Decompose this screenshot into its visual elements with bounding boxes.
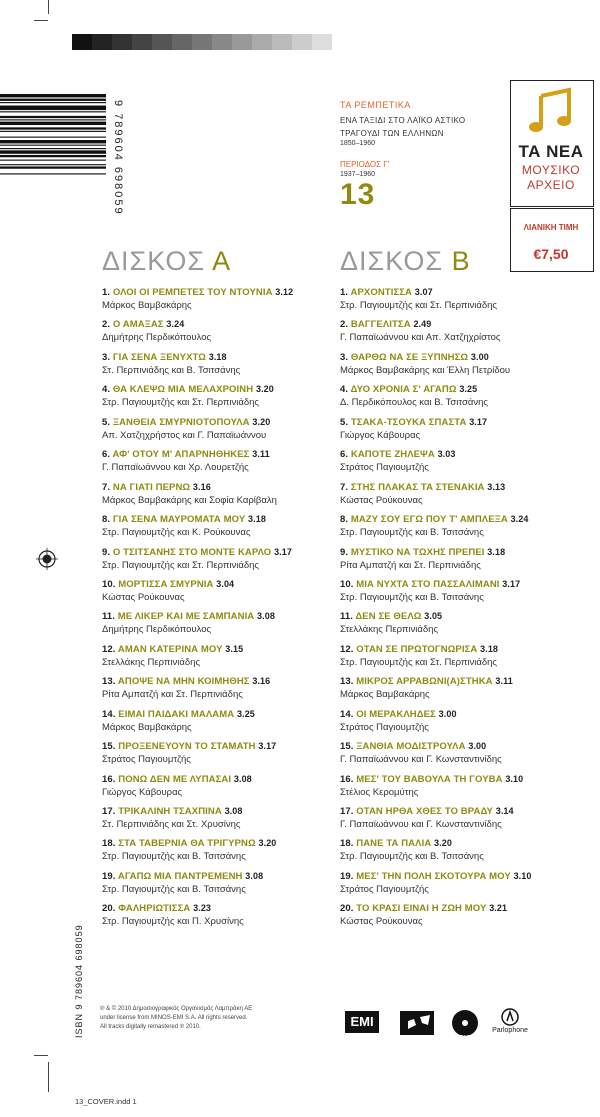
crop-mark (48, 1062, 49, 1092)
track-title-line (340, 318, 595, 331)
track-item (102, 546, 357, 578)
track-title: ΤΣΑΚΑ-ΤΣΟΥΚΑ ΣΠΑΣΤΑ (350, 416, 467, 428)
parlophone-logo: Parlophone (485, 1005, 535, 1041)
barcode-bar (0, 148, 106, 149)
track-item (340, 546, 595, 578)
track-artists: Στρ. Παγιουμτζής και Κ. Ρούκουνας (102, 527, 251, 539)
track-duration: 3.17 (274, 546, 292, 557)
track-artists: Στρ. Παγιουμτζής και Β. Τσιτσάνης (340, 851, 484, 863)
track-number: 20. (340, 903, 354, 915)
track-title-line (340, 610, 595, 623)
track-title-line (340, 351, 595, 364)
track-duration: 3.08 (245, 870, 264, 881)
disc-a-tracklist (102, 286, 357, 935)
track-item (102, 481, 357, 513)
track-artists: Στρ. Παγιουμτζής και Στ. Περπινιάδης (340, 656, 498, 668)
barcode-bar (0, 127, 106, 129)
track-artists: Στρ. Παγιουμτζής και Β. Τσιτσάνης (340, 527, 484, 539)
track-duration: 3.11 (495, 676, 513, 687)
track-title-line (102, 610, 357, 623)
odeon-logo: ODEON (448, 1005, 482, 1041)
track-title-line (340, 416, 595, 429)
his-masters-voice-logo (398, 1005, 438, 1041)
track-number: 8. (102, 514, 111, 526)
track-number: 3. (102, 351, 111, 363)
track-title-line (340, 481, 595, 494)
track-title: ΓΙΑ ΣΕΝΑ ΜΑΥΡΟΜΑΤΑ ΜΟΥ (112, 514, 246, 526)
track-artists: Γιώργος Κάβουρας (340, 429, 421, 441)
barcode-bar (0, 94, 106, 97)
crop-mark (34, 1055, 48, 1056)
track-number: 18. (340, 838, 354, 850)
track-duration: 3.08 (257, 611, 275, 622)
track-duration: 3.23 (193, 903, 212, 914)
track-title-line (340, 383, 595, 396)
track-artists: Μάρκος Βαμβακάρης και Σοφία Καρίβαλη (102, 494, 277, 506)
track-artists: Στρ. Παγιουμτζής και Β. Τσιτσάνης (102, 851, 246, 863)
track-duration: 3.13 (487, 481, 506, 492)
track-number: 15. (340, 741, 354, 753)
track-item (102, 318, 357, 350)
track-title-line (102, 286, 357, 299)
track-artists: Μάρκος Βαμβακάρης και Έλλη Πετρίδου (340, 364, 511, 376)
track-duration: 3.24 (166, 319, 185, 330)
disc-a-heading: ΔΙΣΚΟΣ Α (102, 246, 232, 276)
track-artists: Κώστας Ρούκουνας (340, 494, 423, 506)
track-title-line (102, 318, 357, 331)
track-title: ΟΤΑΝ ΗΡΘΑ ΧΘΕΣ ΤΟ ΒΡΑΔΥ (356, 806, 493, 817)
barcode-bar (0, 137, 106, 138)
price-value: €7,50 (533, 246, 569, 262)
track-duration: 3.14 (495, 806, 514, 816)
track-title-line (340, 513, 595, 526)
track-duration: 3.08 (233, 773, 252, 784)
track-title: ΒΑΓΓΕΛΙΤΣΑ (350, 319, 411, 331)
registration-target-icon (36, 548, 58, 570)
volume-number: 13 (340, 178, 376, 211)
track-duration: 3.24 (510, 514, 529, 525)
track-title: ΠΟΝΩ ΔΕΝ ΜΕ ΛΥΠΑΣΑΙ (118, 773, 232, 785)
color-registration-strip (72, 34, 332, 50)
track-title-line (102, 805, 357, 818)
track-number: 9. (102, 546, 111, 558)
track-item (340, 610, 595, 642)
track-artists: Κώστας Ρούκουνας (102, 591, 185, 603)
track-title: ΠΑΝΕ ΤΑ ΠΑΛΙΑ (356, 838, 432, 850)
track-artists: Στράτος Παγιουμτζής (340, 721, 429, 733)
track-title: ΤΟ ΚΡΑΣΙ ΕΙΝΑΙ Η ΖΩΗ ΜΟΥ (356, 903, 487, 915)
track-title-line (102, 351, 357, 364)
price-label: ΛΙΑΝΙΚΗ ΤΙΜΗ (523, 223, 579, 232)
track-artists: Κώστας Ρούκουνας (340, 916, 423, 928)
track-duration: 3.00 (438, 708, 457, 719)
track-item (340, 448, 595, 480)
track-item (102, 351, 357, 383)
track-artists: Στ. Περπινιάδης και Β. Τσιτσάνης (102, 364, 241, 376)
track-number: 1. (340, 287, 349, 298)
track-number: 16. (340, 773, 354, 785)
track-number: 17. (340, 806, 354, 817)
track-title-line (340, 675, 595, 688)
track-item (340, 708, 595, 740)
track-artists: Δ. Περδικόπουλος και Β. Τσιτσάνης (340, 397, 488, 409)
track-artists: Στρ. Παγιουμτζής και Στ. Περπινιάδης (340, 300, 498, 311)
logo-subtitle-1: ΜΟΥΣΙΚΟ (521, 163, 581, 177)
track-title-line (102, 513, 357, 526)
barcode-bar (0, 160, 106, 161)
track-duration: 3.05 (424, 611, 443, 622)
track-number: 5. (340, 416, 349, 428)
track-duration: 2.49 (413, 319, 432, 330)
track-item (102, 675, 357, 707)
track-number: 20. (102, 903, 116, 915)
track-artists: Στρ. Παγιουμτζής και Στ. Περπινιάδης (102, 559, 260, 571)
track-artists: Μάρκος Βαμβακάρης (102, 300, 192, 311)
track-artists: Δημήτρης Περδικόπουλος (102, 624, 212, 636)
track-artists: Στράτος Παγιουμτζής (102, 754, 191, 766)
track-number: 15. (102, 741, 116, 753)
track-title-line (102, 578, 357, 591)
barcode-bar (0, 131, 106, 132)
track-duration: 3.20 (258, 838, 277, 849)
track-item (340, 902, 595, 934)
track-title-line (102, 740, 357, 753)
track-duration: 3.03 (437, 449, 456, 460)
track-artists: Γ. Παπαϊωάννου και Γ. Κωνσταντινίδης (340, 754, 502, 766)
track-item (340, 513, 595, 545)
barcode-number: 9 789604 698059 (112, 100, 124, 216)
track-number: 5. (102, 416, 111, 428)
track-item (102, 902, 357, 934)
track-duration: 3.07 (414, 287, 433, 297)
track-title: ΜΕ ΛΙΚΕΡ ΚΑΙ ΜΕ ΣΑΜΠΑΝΙΑ (117, 611, 255, 623)
track-title-line (340, 546, 595, 559)
track-duration: 3.04 (216, 578, 235, 589)
barcode-bar (0, 173, 106, 174)
barcode-bar (0, 106, 106, 111)
track-number: 10. (102, 578, 116, 590)
track-item (340, 286, 595, 318)
track-item (102, 286, 357, 318)
barcode-bar (0, 145, 106, 146)
track-artists: Στέλιος Κερομύτης (340, 786, 419, 798)
track-number: 9. (340, 546, 349, 558)
track-title-line (340, 740, 595, 753)
track-title: ΞΑΝΘΙΑ ΜΟΔΙΣΤΡΟΥΛΑ (356, 741, 466, 753)
track-item (340, 481, 595, 513)
barcode-bar (0, 119, 106, 120)
track-title-line (340, 286, 595, 299)
track-artists: Στ. Περπινιάδης και Στ. Χρυσίνης (102, 819, 241, 830)
track-item (340, 773, 595, 805)
track-duration: 3.18 (248, 514, 266, 525)
track-title: ΜΑΖΥ ΣΟΥ ΕΓΩ ΠΟΥ Τ' ΑΜΠΛΕΞΑ (350, 514, 508, 526)
track-number: 12. (102, 643, 116, 655)
track-title-line (340, 708, 595, 721)
copyright-notice: ℗ & © 2010 Δημοσιογραφικός Οργανισμός Λαμπράκη ΑΕ under license from MINOS-EMI S.A. All rights reserved. All tracks digitally remastered ℗ 2010. (100, 1006, 253, 1030)
track-title: ΜΕΣ' ΤΗΝ ΠΟΛΗ ΣΚΟΤΟΥΡΑ ΜΟΥ (356, 870, 511, 882)
track-title-line (340, 870, 595, 883)
track-number: 2. (102, 319, 111, 331)
track-number: 4. (102, 384, 111, 396)
track-title: ΑΦ' ΟΤΟΥ Μ' ΑΠΑΡΝΗΘΗΚΕΣ (112, 449, 250, 461)
track-title: ΑΡΧΟΝΤΙΣΣΑ (350, 287, 413, 298)
barcode (0, 94, 120, 242)
track-number: 6. (102, 449, 111, 461)
track-number: 14. (102, 708, 116, 720)
track-title: ΜΥΣΤΙΚΟ ΝΑ ΤΩΧΗΣ ΠΡΕΠΕΙ (350, 546, 485, 558)
track-number: 8. (340, 514, 349, 526)
track-artists: Γιώργος Κάβουρας (102, 786, 183, 798)
track-artists: Στρ. Παγιουμτζής και Στ. Περπινιάδης (102, 397, 260, 409)
track-item (340, 740, 595, 772)
series-years: 1850–1960 (340, 140, 376, 147)
series-title: ΤΑ ΡΕΜΠΕΤΙΚΑ (340, 100, 411, 110)
track-duration: 3.25 (459, 384, 478, 395)
track-number: 11. (340, 611, 353, 623)
track-number: 2. (340, 319, 349, 331)
track-title: ΑΠΟΨΕ ΝΑ ΜΗΝ ΚΟΙΜΗΘΗΣ (117, 676, 250, 688)
track-item (340, 870, 595, 902)
track-duration: 3.11 (252, 449, 270, 460)
track-duration: 3.16 (192, 481, 211, 492)
track-title: ΝΑ ΓΙΑΤΙ ΠΕΡΝΩ (112, 481, 191, 493)
track-item (340, 578, 595, 610)
track-title-line (102, 870, 357, 883)
track-title: ΜΕΣ' ΤΟΥ ΒΑΒΟΥΛΑ ΤΗ ΓΟΥΒΑ (356, 773, 503, 785)
track-title: ΟΛΟΙ ΟΙ ΡΕΜΠΕΤΕΣ ΤΟΥ ΝΤΟΥΝΙΑ (112, 287, 273, 298)
track-number: 13. (102, 676, 116, 688)
track-duration: 3.18 (208, 351, 227, 362)
track-title: ΜΙΑ ΝΥΧΤΑ ΣΤΟ ΠΑΣΣΑΛΙΜΑΝΙ (356, 578, 500, 590)
music-note-icon (525, 86, 579, 136)
track-title: ΚΑΠΟΤΕ ΖΗΛΕΨΑ (350, 449, 435, 461)
track-title: ΘΑΡΘΩ ΝΑ ΣΕ ΞΥΠΝΗΣΩ (350, 351, 469, 363)
disc-b-tracklist (340, 286, 595, 935)
track-item (102, 773, 357, 805)
track-number: 19. (102, 870, 116, 882)
logo-title: ΤΑ ΝΕΑ (518, 142, 584, 161)
track-number: 18. (102, 838, 116, 850)
track-number: 14. (340, 708, 354, 720)
track-title: ΑΜΑΝ ΚΑΤΕΡΙΝΑ ΜΟΥ (117, 643, 223, 655)
track-duration: 3.08 (224, 806, 243, 816)
track-duration: 3.17 (469, 416, 488, 427)
track-artists: Ρίτα Αμπατζή και Στ. Περπινιάδης (102, 689, 243, 701)
track-item (102, 416, 357, 448)
track-item (102, 805, 357, 837)
track-title: ΤΡΙΚΑΛΙΝΗ ΤΣΑΧΠΙΝΑ (118, 806, 222, 817)
track-item (340, 351, 595, 383)
track-artists: Στράτος Παγιουμτζής (340, 883, 429, 895)
track-duration: 3.25 (236, 708, 255, 719)
isbn-text: ISBN 9 789604 698059 (74, 924, 84, 1038)
track-title-line (340, 837, 595, 850)
track-duration: 3.20 (252, 416, 271, 427)
track-item (340, 318, 595, 350)
track-title: ΔΥΟ ΧΡΟΝΙΑ Σ' ΑΓΑΠΩ (350, 384, 457, 396)
track-item (102, 448, 357, 480)
track-title: ΜΙΚΡΟΣ ΑΡΡΑΒΩΝΙ(Α)ΣΤΗΚΑ (356, 676, 493, 688)
track-artists: Στελλάκης Περπινιάδης (102, 656, 201, 668)
track-title-line (340, 578, 595, 591)
track-number: 16. (102, 773, 116, 785)
barcode-bar (0, 122, 106, 125)
track-title: ΞΑΝΘΕΙΑ ΣΜΥΡΝΙΟΤΟΠΟΥΛΑ (112, 416, 250, 428)
track-item (102, 837, 357, 869)
track-title-line (102, 448, 357, 461)
track-title: ΣΤΗΣ ΠΛΑΚΑΣ ΤΑ ΣΤΕΝΑΚΙΑ (350, 481, 485, 493)
track-artists: Στρ. Παγιουμτζής και Β. Τσιτσάνης (340, 591, 484, 603)
track-duration: 3.16 (252, 676, 271, 687)
track-item (102, 610, 357, 642)
track-title: ΓΙΑ ΣΕΝΑ ΞΕΝΥΧΤΩ (112, 351, 206, 363)
track-artists: Απ. Χατζηχρήστος και Γ. Παπαϊωάννου (102, 429, 267, 441)
period-label: ΠΕΡΙΟΔΟΣ Γ' (340, 160, 390, 169)
period-years: 1937–1960 (340, 171, 376, 178)
track-item (340, 643, 595, 675)
track-item (102, 513, 357, 545)
track-title: ΠΡΟΞΕΝΕΥΟΥΝ ΤΟ ΣΤΑΜΑΤΗ (118, 741, 256, 753)
track-title-line (102, 675, 357, 688)
track-artists: Στρ. Παγιουμτζής και Π. Χρυσίνης (102, 916, 244, 928)
track-item (102, 643, 357, 675)
track-duration: 3.12 (275, 287, 294, 297)
barcode-bar (0, 102, 106, 103)
track-item (340, 675, 595, 707)
track-title: ΟΤΑΝ ΣΕ ΠΡΩΤΟΓΝΩΡΙΣΑ (356, 643, 478, 655)
track-artists: Γ. Παπαϊωάννου και Γ. Κωνσταντινίδης (340, 819, 502, 830)
track-artists: Ρίτα Αμπατζή και Στ. Περπινιάδης (340, 559, 481, 571)
track-number: 1. (102, 287, 111, 298)
track-title: Ο ΑΜΑΞΑΣ (112, 319, 164, 331)
track-title-line (102, 416, 357, 429)
barcode-bar (0, 99, 106, 101)
barcode-bar (0, 166, 106, 168)
file-slug: 13_COVER.indd 1 (75, 1097, 137, 1106)
emi-logo: EMI (345, 1005, 385, 1041)
track-title: ΔΕΝ ΣΕ ΘΕΛΩ (355, 611, 422, 623)
track-artists: Στράτος Παγιουμτζής (340, 462, 429, 474)
barcode-bar (0, 111, 106, 112)
price-frame (510, 208, 594, 272)
track-artists: Στελλάκης Περπινιάδης (340, 624, 439, 636)
barcode-bar (0, 140, 106, 143)
track-title: ΟΙ ΜΕΡΑΚΛΗΔΕΣ (356, 708, 436, 720)
track-item (102, 383, 357, 415)
track-title-line (102, 902, 357, 915)
crop-mark (48, 0, 49, 14)
track-duration: 3.18 (480, 643, 499, 654)
track-title-line (340, 805, 595, 818)
track-title-line (102, 383, 357, 396)
barcode-bar (0, 155, 106, 157)
track-number: 3. (340, 351, 349, 363)
track-title: ΕΙΜΑΙ ΠΑΙΔΑΚΙ ΜΑΛΑΜΑ (118, 708, 235, 720)
track-title-line (340, 773, 595, 786)
track-item (102, 740, 357, 772)
track-number: 7. (340, 481, 349, 493)
track-duration: 3.10 (505, 773, 524, 784)
track-number: 10. (340, 578, 354, 590)
track-title-line (102, 481, 357, 494)
track-title-line (102, 773, 357, 786)
track-item (340, 383, 595, 415)
track-number: 19. (340, 870, 354, 882)
track-title: ΘΑ ΚΛΕΨΩ ΜΙΑ ΜΕΛΑΧΡΟΙΝΗ (112, 384, 254, 396)
track-item (102, 708, 357, 740)
track-number: 4. (340, 384, 349, 396)
track-number: 11. (102, 611, 115, 623)
barcode-bar (0, 164, 106, 165)
track-title: ΦΑΛΗΡΙΩΤΙΣΣΑ (118, 903, 191, 915)
track-duration: 3.17 (502, 578, 521, 589)
track-title-line (102, 546, 357, 559)
track-title-line (340, 448, 595, 461)
track-artists: Μάρκος Βαμβακάρης (340, 689, 430, 701)
track-item (340, 805, 595, 837)
barcode-bar (0, 150, 106, 153)
track-title-line (102, 643, 357, 656)
track-duration: 3.20 (255, 384, 274, 395)
track-number: 13. (340, 676, 354, 688)
track-duration: 3.21 (489, 903, 508, 914)
track-item (102, 870, 357, 902)
track-title: Ο ΤΣΙΤΣΑΝΗΣ ΣΤΟ ΜΟΝΤΕ ΚΑΡΛΟ (112, 546, 272, 558)
track-artists: Γ. Παπαϊωάννου και Χρ. Λουρετζής (102, 462, 249, 474)
track-duration: 3.17 (258, 741, 277, 752)
crop-mark (34, 20, 48, 21)
track-duration: 3.10 (513, 870, 532, 881)
track-artists: Γ. Παπαϊωάννου και Απ. Χατζηχρίστος (340, 332, 501, 344)
logo-subtitle-2: ΑΡΧΕΙΟ (527, 178, 575, 192)
track-item (102, 578, 357, 610)
track-number: 12. (340, 643, 354, 655)
track-duration: 3.00 (468, 741, 487, 752)
track-title-line (102, 837, 357, 850)
track-number: 17. (102, 806, 116, 817)
track-artists: Δημήτρης Περδικόπουλος (102, 332, 212, 344)
disc-b-heading: ΔΙΣΚΟΣ Β (340, 246, 471, 276)
track-duration: 3.20 (434, 838, 452, 849)
track-title-line (102, 708, 357, 721)
track-duration: 3.15 (225, 643, 244, 654)
track-duration: 3.18 (487, 546, 506, 557)
track-number: 7. (102, 481, 111, 493)
track-title-line (340, 643, 595, 656)
series-subtitle: ΕΝΑ ΤΑΞΙΔΙ ΣΤΟ ΛΑΪΚΟ ΑΣΤΙΚΟ ΤΡΑΓΟΥΔΙ ΤΩΝ ΕΛΛΗΝΩΝ (340, 116, 466, 138)
track-item (340, 837, 595, 869)
barcode-bar (0, 116, 106, 118)
track-number: 6. (340, 449, 349, 461)
track-artists: Στρ. Παγιουμτζής και Β. Τσιτσάνης (102, 883, 246, 895)
track-item (340, 416, 595, 448)
track-artists: Μάρκος Βαμβακάρης (102, 721, 192, 733)
track-title: ΑΓΑΠΩ ΜΙΑ ΠΑΝΤΡΕΜΕΝΗ (117, 870, 243, 882)
track-duration: 3.00 (470, 351, 489, 362)
track-title: ΜΟΡΤΙΣΣΑ ΣΜΥΡΝΙΑ (118, 578, 214, 590)
track-title: ΣΤΑ ΤΑΒΕΡΝΙΑ ΘΑ ΤΡΙΓΥΡΝΩ (118, 838, 256, 850)
track-title-line (340, 902, 595, 915)
